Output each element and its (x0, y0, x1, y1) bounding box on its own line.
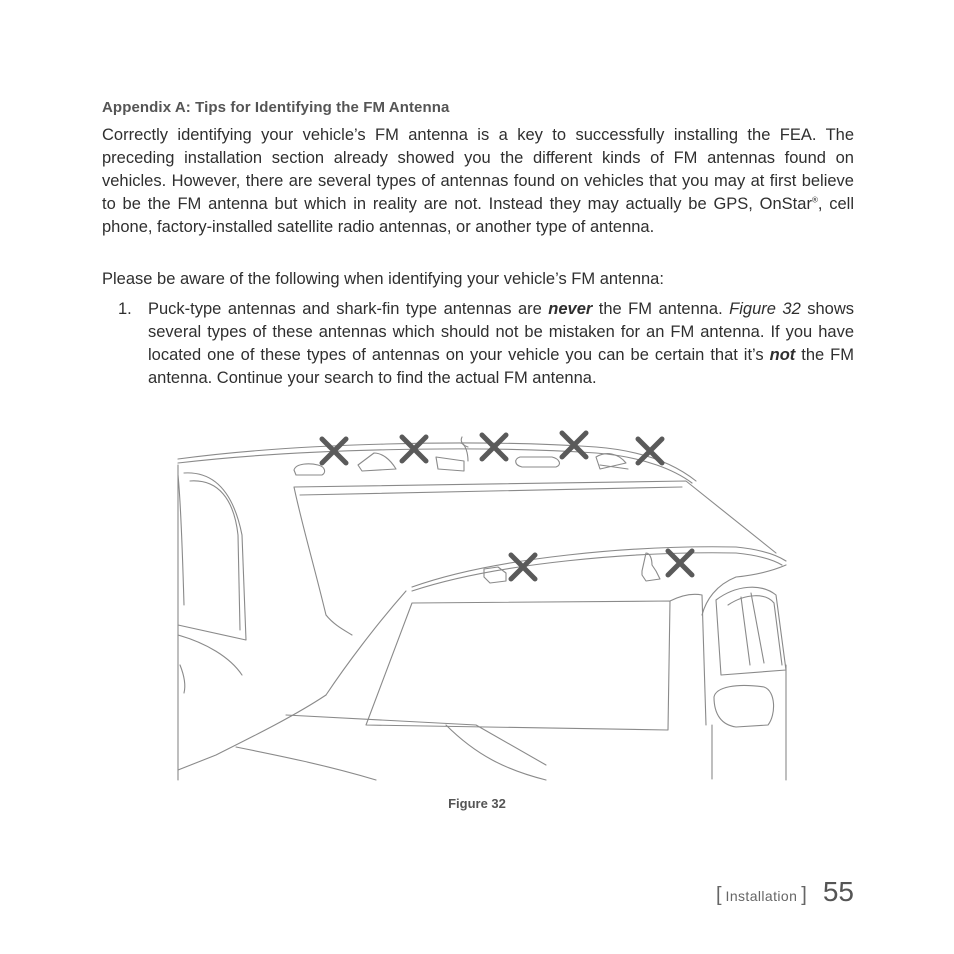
whip-base-antenna (436, 443, 468, 471)
list-text-1: Puck-type antennas and shark-fin type antennas are (148, 300, 549, 318)
door-frame (702, 565, 786, 615)
emphasis-not: not (769, 346, 796, 364)
intro-text-a: Correctly identifying your vehicle’s FM antenna is a key to successfully installing the FEA. The preceding installation section already showed you the different kinds of FM antennas found on vehicles. However, there are several types of antennas found on vehicles that you may at first believe to be the FM antenna but which in reality are not. Instead they may actually be GPS, OnStar (102, 126, 854, 213)
puck-antenna (294, 464, 325, 475)
x-mark-icon (482, 435, 506, 459)
a-pillar (670, 594, 706, 725)
x-mark-icon (511, 555, 535, 579)
footer-open-bracket: [ (715, 884, 722, 906)
car-antenna-illustration (176, 425, 790, 783)
rear-window (294, 481, 776, 615)
side-window (716, 587, 786, 675)
footer-section: Installation (725, 888, 798, 904)
windshield (366, 601, 670, 730)
list-text-4: the FM antenna. Continue your search to find the actual FM antenna. (148, 346, 854, 387)
list-item (118, 298, 854, 390)
intro-paragraph (102, 124, 854, 239)
page-footer (716, 876, 854, 908)
page-number: 55 (822, 876, 854, 907)
list-number: 1. (118, 300, 132, 318)
low-puck-antenna (516, 457, 560, 467)
figure-reference: Figure 32 (729, 300, 801, 318)
registered-mark: ® (811, 195, 818, 205)
fin-mast-antenna (642, 553, 660, 581)
figure-caption: Figure 32 (448, 796, 506, 811)
list-text-3: shows several types of these antennas which should not be mistaken for an FM antenna. If you have located one of these types of antennas on your vehicle you can be certain that it’s (148, 300, 854, 364)
intro-text-b: , cell phone, factory-installed satellite radio antennas, or another type of antenna. (102, 195, 855, 236)
side-mirror (714, 685, 774, 727)
section-heading: Appendix A: Tips for Identifying the FM Antenna (102, 99, 450, 116)
awareness-paragraph: Please be aware of the following when identifying your vehicle’s FM antenna: (102, 270, 664, 288)
shark-fin-antenna (358, 453, 396, 471)
list-text-2: the FM antenna. (592, 300, 730, 318)
x-mark-icon (638, 439, 662, 463)
emphasis-never: never (548, 300, 593, 318)
rear-side-window (178, 473, 246, 640)
footer-close-bracket: ] (801, 884, 807, 906)
x-mark-icon (668, 551, 692, 575)
